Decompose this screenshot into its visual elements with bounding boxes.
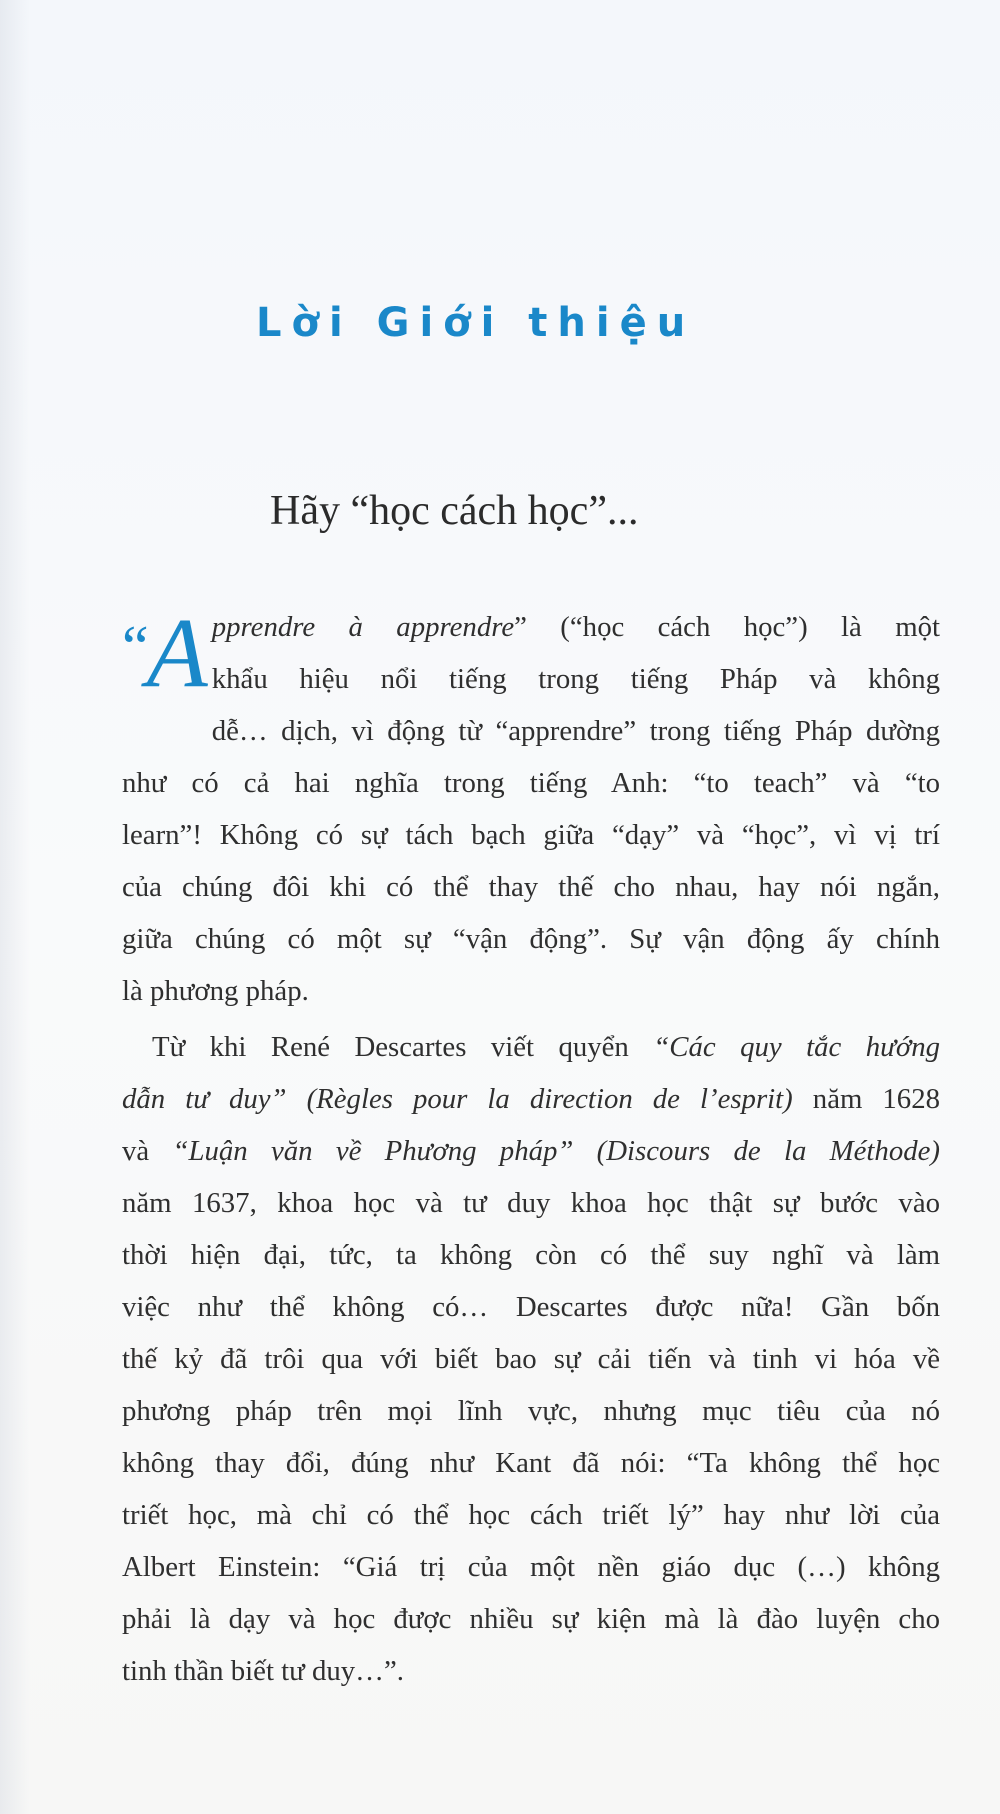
text-line: việc như thể không có… Descartes được nữa! Gần bốn bbox=[122, 1291, 940, 1323]
text-line: thế kỷ đã trôi qua với biết bao sự cải tiến và tinh vi hóa về bbox=[122, 1343, 940, 1375]
line-text: Từ khi René Descartes viết quyển bbox=[152, 1031, 654, 1063]
line-text: và bbox=[122, 1135, 173, 1167]
text-line bbox=[122, 1073, 940, 1125]
line-text: ” (“học cách học”) là một bbox=[514, 611, 940, 643]
page-spine-shadow bbox=[0, 0, 30, 1814]
italic-phrase: dẫn tư duy” (Règles pour la direction de l’esprit) bbox=[122, 1083, 793, 1115]
italic-phrase: “Luận văn về Phương pháp” (Discours de la Méthode) bbox=[172, 1135, 940, 1167]
text-line: của chúng đôi khi có thể thay thế cho nhau, hay nói ngắn, bbox=[122, 871, 940, 903]
drop-cap bbox=[122, 597, 208, 709]
text-line bbox=[122, 1021, 940, 1073]
text-line: là phương pháp. bbox=[122, 975, 309, 1007]
drop-cap-letter: A bbox=[146, 597, 208, 708]
drop-cap-quote: “ bbox=[122, 614, 149, 680]
text-line: tinh thần biết tư duy…”. bbox=[122, 1655, 404, 1687]
text-line: phương pháp trên mọi lĩnh vực, nhưng mục tiêu của nó bbox=[122, 1395, 940, 1427]
paragraph-1 bbox=[122, 597, 940, 1017]
text-line: learn”! Không có sự tách bạch giữa “dạy” và “học”, vì vị trí bbox=[122, 819, 940, 851]
text-line: Albert Einstein: “Giá trị của một nền giáo dục (…) không bbox=[122, 1551, 940, 1583]
text-line: phải là dạy và học được nhiều sự kiện mà là đào luyện cho bbox=[122, 1603, 940, 1635]
text-line: triết học, mà chỉ có thể học cách triết lý” hay như lời của bbox=[122, 1499, 940, 1531]
paragraph-2 bbox=[122, 1021, 940, 1697]
body-text bbox=[122, 597, 941, 1697]
text-line: như có cả hai nghĩa trong tiếng Anh: “to teach” và “to bbox=[122, 767, 940, 799]
text-line: thời hiện đại, tức, ta không còn có thể suy nghĩ và làm bbox=[122, 1239, 940, 1271]
section-subtitle: Hãy “học cách học”... bbox=[270, 488, 639, 534]
chapter-title: Lời Giới thiệu bbox=[256, 300, 696, 346]
text-line: không thay đổi, đúng như Kant đã nói: “Ta không thể học bbox=[122, 1447, 940, 1479]
text-line: khẩu hiệu nổi tiếng trong tiếng Pháp và không bbox=[211, 663, 940, 695]
line-text: năm 1628 bbox=[792, 1083, 941, 1115]
italic-phrase: “Các quy tắc hướng bbox=[653, 1031, 941, 1063]
text-line bbox=[122, 601, 940, 653]
italic-phrase: pprendre à apprendre bbox=[211, 611, 515, 643]
text-line: giữa chúng có một sự “vận động”. Sự vận động ấy chính bbox=[122, 923, 940, 955]
text-line bbox=[122, 1125, 940, 1177]
text-line: năm 1637, khoa học và tư duy khoa học thật sự bước vào bbox=[122, 1187, 940, 1219]
text-line: dễ… dịch, vì động từ “apprendre” trong tiếng Pháp dường bbox=[211, 715, 940, 747]
